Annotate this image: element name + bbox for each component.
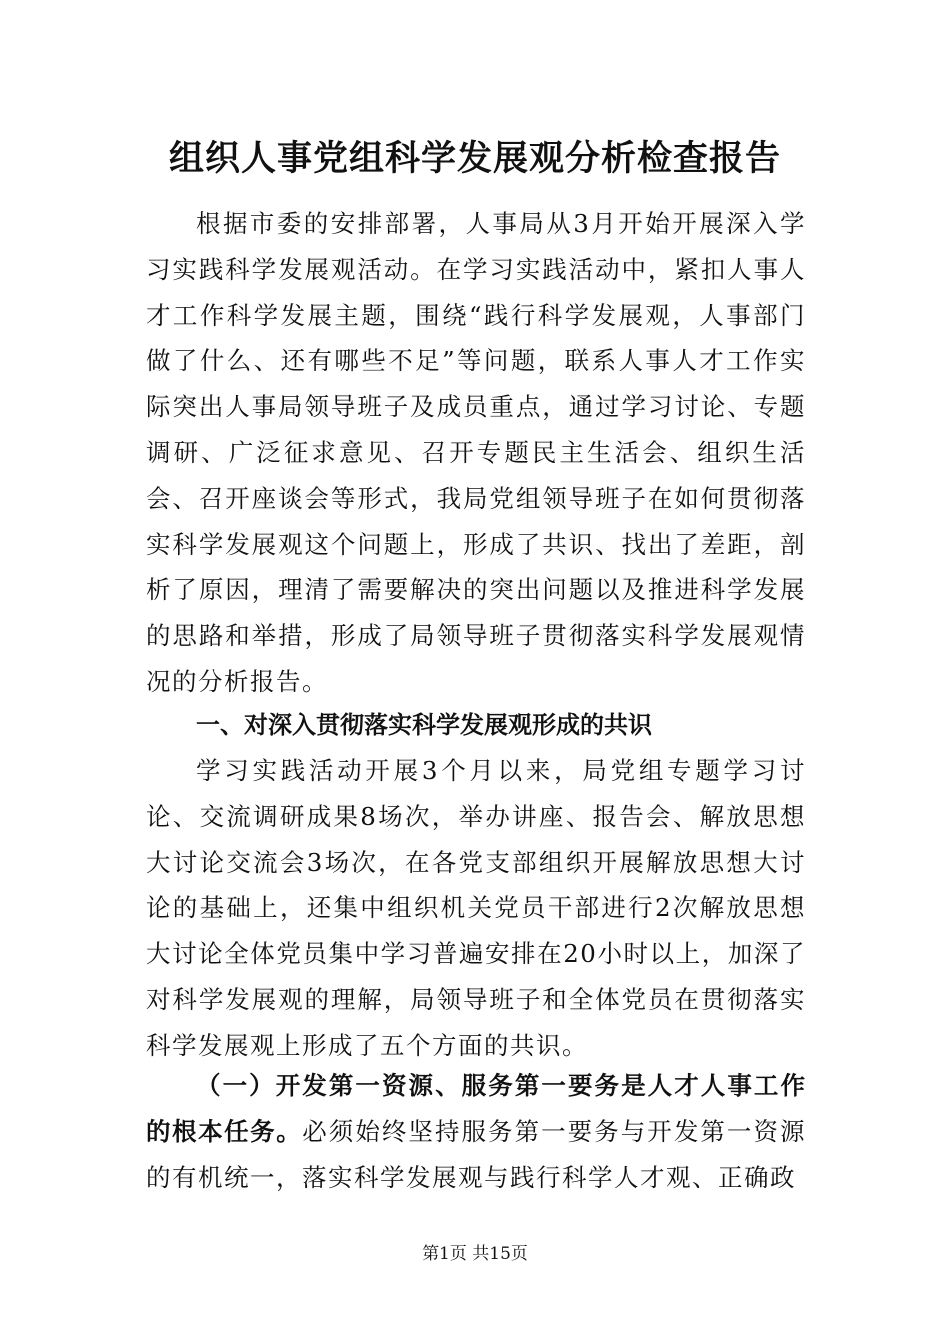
page-footer: 第1页 共15页: [422, 1244, 528, 1264]
subsection-body-1: 必须始终坚持服务第一要务与开发第一资源的有机统一，落实科学发展观与践行科学人才观、正确政: [146, 1116, 806, 1192]
section-heading-1: 一、对深入贯彻落实科学发展观形成的共识: [196, 711, 652, 739]
document-title: 组织人事党组科学发展观分析检查报告: [168, 138, 781, 179]
consensus-paragraph: 学习实践活动开展3个月以来，局党组专题学习讨论、交流调研成果8场次，举办讲座、报告会、解放思想大讨论交流会3场次，在各党支部组织开展解放思想大讨论的基础上，还集中组织机关党员干部进行2次解放思想大讨论全体党员集中学习普遍安排在20小时以上，加深了对科学发展观的理解，局领导班子和全体党员在贯彻落实科学发展观上形成了五个方面的共识。: [146, 756, 806, 1060]
subsection-heading-1: （一）开发第一资源、服务第一要务是人才人事工作的根本任务。: [146, 1071, 806, 1146]
intro-paragraph: 根据市委的安排部署，人事局从3月开始开展深入学习实践科学发展观活动。在学习实践活动中，紧扣人事人才工作科学发展主题，围绕“践行科学发展观，人事部门做了什么、还有哪些不足”等问题，联系人事人才工作实际突出人事局领导班子及成员重点，通过学习讨论、专题调研、广泛征求意见、召开专题民主生活会、组织生活会、召开座谈会等形式，我局党组领导班子在如何贯彻落实科学发展观这个问题上，形成了共识、找出了差距，剖析了原因，理清了需要解决的突出问题以及推进科学发展的思路和举措，形成了局领导班子贯彻落实科学发展观情况的分析报告。: [146, 209, 806, 696]
subsection-paragraph-1: [146, 1063, 806, 1200]
